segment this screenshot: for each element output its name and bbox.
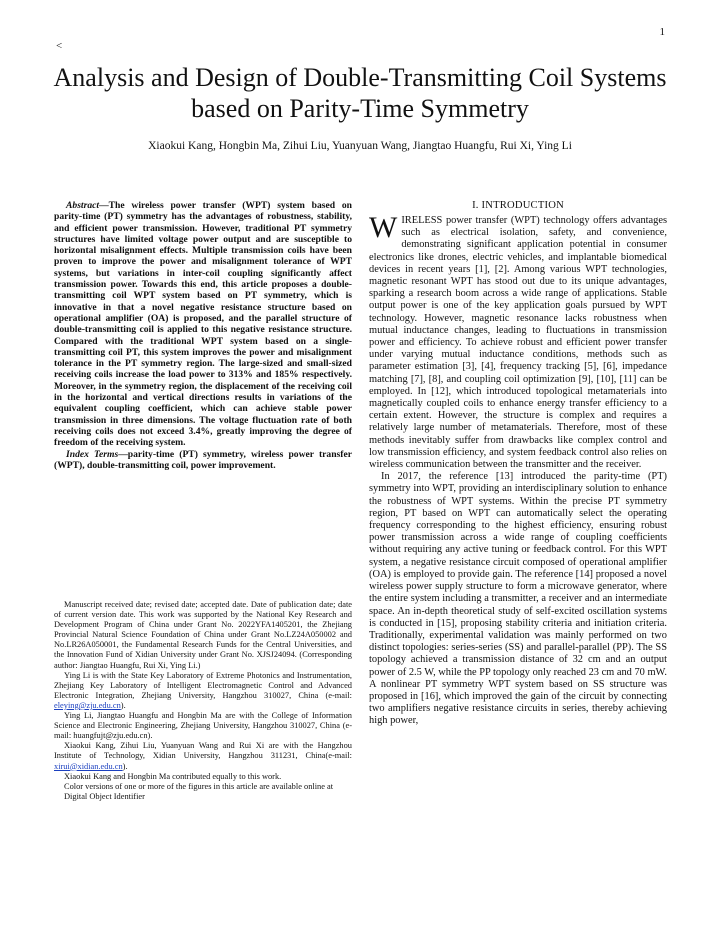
intro-paragraph-2: In 2017, the reference [13] introduced the parity-time (PT) symmetry into WPT, providing an interdisciplinary solution to enhance the robustness of WPT systems. Within the precise PT symmetry region, PT based on WPT can automatically select the operating frequency corresponding to the highest efficiency, ensuring robust power transmission across a wide range of coupling coefficients without requiring any active tuning or feedback control. For this WPT system, a negative resistance circuit composed of operational amplifier (OA) is employed to provide gain. The reference [14] proposed a novel wireless power supply structure to form a microwave generator, where the entire system including a transmitter, a receiver and an intermediate space. An in-depth theoretical study of self-excited oscillation systems is conducted in [15], proposing stability criteria and initiation criteria. Traditionally, experimental validation was mainly performed on two distinct topologies: series-series (SS) and parallel-parallel (PP). The SS topology achieved a transmission distance of 32 cm and an output power of 2.5 W, while the PP topology only reached 23 cm and 70 mW. A nonlinear PT symmetry WPT system based on SS structure was proposed in [16], which improved the gain of the circuit by connecting two amplifiers negative resistance circuits in series, thereby achieving high power, — [369, 471, 667, 727]
footnote-text: Xiaokui Kang, Zihui Liu, Yuanyuan Wang and Rui Xi are with the Hangzhou Institute of Technology, Xidian University, Hangzhou 311231, China(e-mail: — [54, 741, 352, 761]
abstract — [54, 200, 352, 449]
index-terms — [54, 449, 352, 472]
index-terms-text: —parity-time (PT) symmetry, wireless power transfer (WPT), double-transmitting coil, power improvement. — [54, 448, 352, 471]
footnote-equal-contribution: Xiaokui Kang and Hongbin Ma contributed equally to this work. — [64, 771, 282, 781]
page-number: 1 — [659, 26, 665, 38]
intro-paragraph-1 — [369, 211, 667, 471]
section-heading-introduction: I. INTRODUCTION — [472, 200, 564, 211]
footnote-affiliation-zju: Ying Li, Jiangtao Huangfu and Hongbin Ma are with the College of Information Science and Electronic Engineering, Zhejiang University, Hangzhou 310027, China (e-mail: huangfujt@zju.edu.cn). — [54, 711, 352, 741]
footnote-affiliation-li — [54, 671, 352, 711]
abstract-lead: Abstract — [66, 200, 100, 211]
corner-mark: < — [56, 40, 63, 52]
email-link-xi[interactable]: xirui@xidian.edu.cn — [54, 761, 123, 771]
footnotes — [54, 600, 352, 802]
footnote-text: ). — [120, 700, 126, 710]
footnote-doi: Digital Object Identifier — [64, 791, 145, 801]
footnote-funding: Manuscript received date; revised date; accepted date. Date of publication date; date of current version date. This work was supported by the National Key Research and Development Program of China under Grant No. 2022YFA1405201, the Zhejiang Provincial Natural Science Foundation of China under Grant No.LZ24A050002 and No.LR26A050001, the Fundamental Research Funds for the Central Universities, and the Innovation Fund of Xidian University under Grant No. XJSJ24094. (Corresponding author: Jiangtao Huangfu, Rui Xi, Ying Li.) — [54, 600, 352, 670]
abstract-text: —The wireless power transfer (WPT) system based on parity-time (PT) symmetry has the advantages of robustness, stability, and efficient power transmission. However, traditional PT symmetry structures have limited voltage power output and are susceptible to horizontal misalignment effects. Multiple transmission coils have been proven to improve the power and misalignment tolerance of WPT systems, but variations in inter-coil coupling significantly affect transmission power. Towards this end, this article proposes a double-transmitting coil WPT system based on PT symmetry, which is innovative in that a novel negative resistance structure based on operational amplifier (OA) is proposed, and the parallel structure of double-transmitting coil is applied to this negative resistance structure. Compared with the traditional WPT system based on a single-transmitting coil PT, this system improves the power and misalignment tolerance in the PT symmetry region. The large-sized and small-sized receiving coils increase the load power to 313% and 185% respectively. Moreover, in the symmetry region, the displacement of the receiving coil in the horizontal and vertical directions results in variations of the equivalent coupling coefficient, which can achieve stable power transmission in three dimensions. The voltage fluctuation rate of both receiving coils does not exceed 3.4%, greatly improving the degree of freedom of the receiving system. — [54, 200, 352, 449]
author-list: Xiaokui Kang, Hongbin Ma, Zihui Liu, Yuanyuan Wang, Jiangtao Huangfu, Rui Xi, Ying Li — [148, 140, 572, 152]
paper-title: Analysis and Design of Double-Transmitting Coil Systems based on Parity-Time Symmetry — [53, 63, 667, 123]
footnote-color-versions: Color versions of one or more of the figures in this article are available online at — [64, 781, 334, 791]
footnote-affiliation-xidian — [54, 741, 352, 771]
footnote-text: ). — [122, 761, 128, 771]
email-link-li[interactable]: eleying@zju.edu.cn — [54, 700, 121, 710]
intro-paragraph-1-text: IRELESS power transfer (WPT) technology offers advantages such as electrical isolation, safety, and convenience, demonstrating significant application potential in consumer electronics like drones, electric vehicles, and implantable biomedical devices in recent years [1], [2]. Among various WPT technologies, magnetic resonant WPT has stood out due to its unique advantages, sparking a research boom across a wide range of applications. Stable output power is one of the key application goals pursued by WPT technology. However, magnetic resonance lacks robustness when mutual inductance changes, leading to fluctuations in transmission power and efficiency. To achieve robust and efficient power transfer under varying mutual inductance conditions, methods such as parameter estimation [3], [4], frequency tracking [5], [6], impedance matching [7], [8], and coupling coil optimization [9], [10], [11] can be employed. In [12], which introduced topological metamaterials into magnetically coupled coils to enhance energy transfer efficiency to a certain extent. However, the structure is complex and requires a relatively large number of metamaterials. Therefore, most of these methods inevitably suffer from drawbacks like complex control and low transmission efficiency, and system feedback control also relies on wireless communication between the transmitter and the receiver. — [369, 215, 667, 471]
drop-cap: W — [369, 211, 398, 244]
footnote-text: Ying Li is with the State Key Laboratory of Extreme Photonics and Instrumentation, Zhejiang Key Laboratory of Intelligent Electromagnetic Control and Advanced Electronic Integration, Zhejiang University, Hangzhou 310027, China (e-mail: — [54, 670, 352, 700]
left-column — [54, 200, 352, 471]
index-terms-lead: Index Terms — [66, 448, 119, 460]
right-column — [369, 200, 667, 728]
